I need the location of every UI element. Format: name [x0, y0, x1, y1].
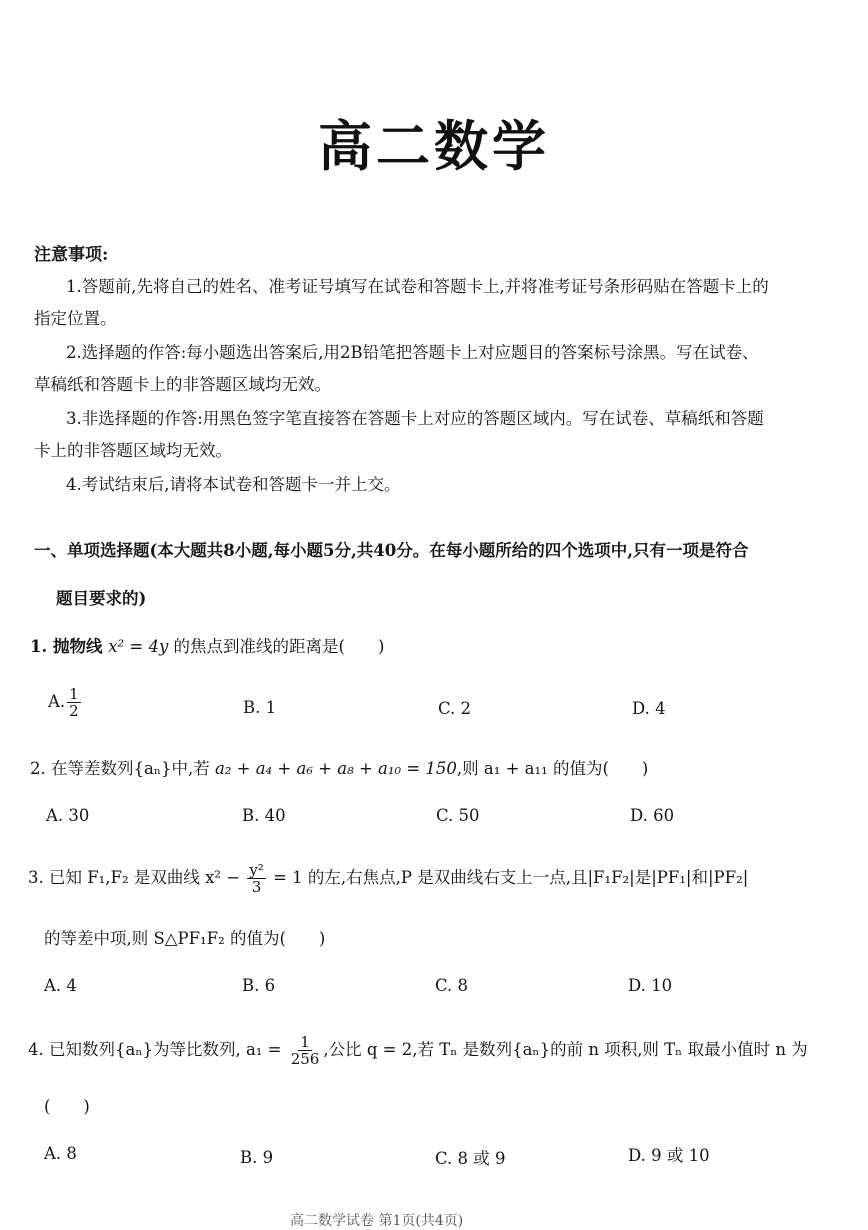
notice-item-1-line1: 1.答题前,先将自己的姓名、准考证号填写在试卷和答题卡上,并将准考证号条形码贴在答题卡上的: [66, 277, 769, 296]
q3-option-c[interactable]: C. 8: [435, 976, 469, 995]
q1-option-d[interactable]: D. 4: [632, 699, 666, 718]
question-3-frac-den: 3: [251, 878, 262, 896]
notice-item-1-line2: 指定位置。: [34, 309, 117, 328]
notice-heading: 注意事项:: [34, 245, 109, 265]
q4-option-a[interactable]: A. 8: [44, 1144, 77, 1163]
q1-option-a-label: A.: [48, 692, 66, 711]
q4-option-c[interactable]: C. 8 或 9: [435, 1149, 506, 1168]
question-3-suffix: = 1 的左,右焦点,P 是双曲线右支上一点,且|F₁F₂|是|PF₁|和|PF₂|: [267, 868, 749, 887]
question-4-line2: ( ): [44, 1097, 90, 1116]
q2-option-a[interactable]: A. 30: [46, 806, 90, 825]
question-1-prefix: 1. 抛物线: [30, 637, 109, 656]
q2-option-c[interactable]: C. 50: [436, 806, 480, 825]
question-3-frac-num: y²: [249, 861, 264, 879]
question-2-prefix: 2. 在等差数列{aₙ}中,若: [30, 759, 215, 778]
question-2: [30, 758, 648, 780]
q4-option-d[interactable]: D. 9 或 10: [628, 1146, 710, 1165]
section-heading-line1: 一、单项选择题(本大题共8小题,每小题5分,共40分。在每小题所给的四个选项中,只有一项是符合: [34, 541, 749, 560]
q1-option-a-fraction: [67, 686, 81, 719]
notice-item-3-line1: 3.非选择题的作答:用黑色签字笔直接答在答题卡上对应的答题区域内。写在试卷、草稿纸和答题: [66, 409, 764, 428]
question-2-expr: a₂ + a₄ + a₆ + a₈ + a₁₀ = 150: [214, 759, 457, 778]
question-1: [30, 636, 384, 658]
q3-option-d[interactable]: D. 10: [628, 976, 673, 995]
q1-option-c[interactable]: C. 2: [438, 699, 472, 718]
notice-item-3-line2: 卡上的非答题区域均无效。: [34, 441, 232, 460]
question-4-frac-den: 256: [290, 1050, 320, 1068]
page-footer: 高二数学试卷 第1页(共4页): [290, 1213, 464, 1229]
page-title: 高二数学: [318, 115, 550, 178]
q2-option-d[interactable]: D. 60: [630, 806, 675, 825]
question-1-expr: x² = 4y: [108, 637, 169, 656]
q1-option-a[interactable]: [48, 686, 83, 719]
question-3: [28, 862, 748, 895]
q1-option-a-num: 1: [69, 685, 79, 703]
question-4-fraction: [289, 1034, 322, 1067]
q4-option-b[interactable]: B. 9: [240, 1148, 274, 1167]
section-heading-line2: 题目要求的): [56, 589, 147, 608]
question-4-prefix: 4. 已知数列{aₙ}为等比数列, a₁ =: [28, 1040, 287, 1059]
notice-item-2-line2: 草稿纸和答题卡上的非答题区域均无效。: [34, 375, 331, 394]
question-4-suffix: ,公比 q = 2,若 Tₙ 是数列{aₙ}的前 n 项积,则 Tₙ 取最小值时 n 为: [323, 1040, 808, 1059]
notice-item-2-line1: 2.选择题的作答:每小题选出答案后,用2B铅笔把答题卡上对应题目的答案标号涂黑。写在试卷、: [66, 343, 759, 362]
question-4: [28, 1034, 808, 1067]
notice-item-4: 4.考试结束后,请将本试卷和答题卡一并上交。: [66, 475, 401, 494]
question-3-prefix: 3. 已知 F₁,F₂ 是双曲线 x² −: [28, 868, 246, 887]
q2-option-b[interactable]: B. 40: [242, 806, 286, 825]
q3-option-a[interactable]: A. 4: [44, 976, 77, 995]
question-1-suffix: 的焦点到准线的距离是( ): [168, 637, 385, 656]
question-4-frac-num: 1: [300, 1033, 310, 1051]
q1-option-b[interactable]: B. 1: [243, 698, 277, 717]
question-3-fraction: [247, 862, 266, 895]
q1-option-a-den: 2: [69, 702, 79, 720]
question-3-line2: 的等差中项,则 S△PF₁F₂ 的值为( ): [44, 929, 326, 948]
q3-option-b[interactable]: B. 6: [242, 976, 276, 995]
question-2-suffix: ,则 a₁ + a₁₁ 的值为( ): [456, 759, 649, 778]
